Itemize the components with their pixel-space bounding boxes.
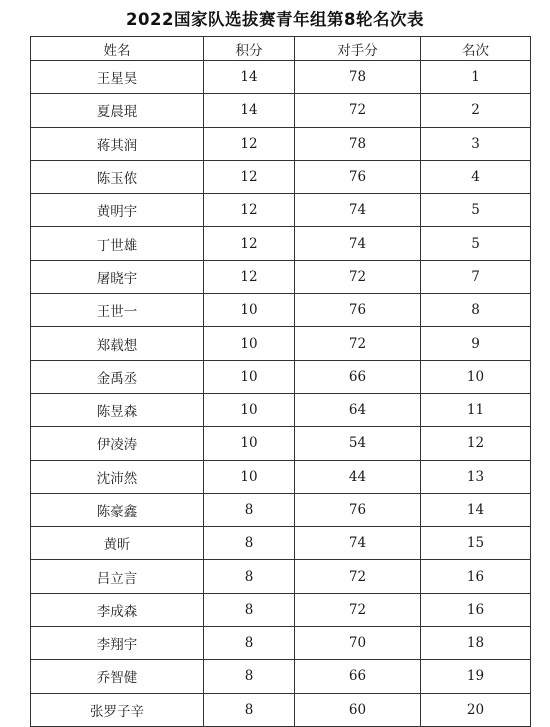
- table-row: [31, 360, 531, 393]
- column-header-opponent-points: 对手分: [295, 37, 421, 61]
- points-cell: 8: [204, 560, 295, 593]
- table-row: [31, 327, 531, 360]
- points-cell: 12: [204, 160, 295, 193]
- table-row: [31, 260, 531, 293]
- table-row: [31, 427, 531, 460]
- points-cell: 10: [204, 427, 295, 460]
- rank-cell: 16: [421, 593, 531, 626]
- points-cell: 8: [204, 693, 295, 726]
- player-name-cell: 郑载想: [31, 327, 204, 360]
- opponent-points-cell: 76: [295, 294, 421, 327]
- points-cell: 14: [204, 61, 295, 94]
- points-cell: 14: [204, 94, 295, 127]
- points-cell: 8: [204, 593, 295, 626]
- opponent-points-cell: 54: [295, 427, 421, 460]
- opponent-points-cell: 72: [295, 327, 421, 360]
- points-cell: 8: [204, 493, 295, 526]
- player-name-cell: 李翔宇: [31, 627, 204, 660]
- rank-cell: 5: [421, 227, 531, 260]
- rank-cell: 15: [421, 527, 531, 560]
- rank-cell: 19: [421, 660, 531, 693]
- player-name-cell: 王世一: [31, 294, 204, 327]
- opponent-points-cell: 60: [295, 693, 421, 726]
- player-name-cell: 乔智健: [31, 660, 204, 693]
- rank-cell: 1: [421, 61, 531, 94]
- rank-cell: 11: [421, 393, 531, 426]
- player-name-cell: 黄明宇: [31, 194, 204, 227]
- document-title: 2022国家队选拔赛青年组第8轮名次表: [126, 10, 424, 29]
- table-row: [31, 493, 531, 526]
- points-cell: 10: [204, 360, 295, 393]
- table-row: [31, 194, 531, 227]
- rank-cell: 8: [421, 294, 531, 327]
- player-name-cell: 李成森: [31, 593, 204, 626]
- table-row: [31, 94, 531, 127]
- rank-cell: 20: [421, 693, 531, 726]
- opponent-points-cell: 72: [295, 260, 421, 293]
- opponent-points-cell: 74: [295, 227, 421, 260]
- points-cell: 12: [204, 127, 295, 160]
- opponent-points-cell: 72: [295, 94, 421, 127]
- rank-cell: 2: [421, 94, 531, 127]
- points-cell: 10: [204, 393, 295, 426]
- opponent-points-cell: 74: [295, 194, 421, 227]
- points-cell: 10: [204, 460, 295, 493]
- points-cell: 10: [204, 294, 295, 327]
- column-header-rank: 名次: [421, 37, 531, 61]
- table-row: [31, 160, 531, 193]
- opponent-points-cell: 72: [295, 593, 421, 626]
- table-body: [31, 61, 531, 727]
- opponent-points-cell: 64: [295, 393, 421, 426]
- points-cell: 12: [204, 227, 295, 260]
- opponent-points-cell: 66: [295, 360, 421, 393]
- player-name-cell: 王星昊: [31, 61, 204, 94]
- table-row: [31, 627, 531, 660]
- points-cell: 12: [204, 194, 295, 227]
- player-name-cell: 沈沛然: [31, 460, 204, 493]
- opponent-points-cell: 78: [295, 127, 421, 160]
- opponent-points-cell: 70: [295, 627, 421, 660]
- table-row: [31, 460, 531, 493]
- table-header-row: [31, 37, 531, 61]
- table-row: [31, 527, 531, 560]
- opponent-points-cell: 44: [295, 460, 421, 493]
- rank-cell: 13: [421, 460, 531, 493]
- opponent-points-cell: 66: [295, 660, 421, 693]
- player-name-cell: 陈昱森: [31, 393, 204, 426]
- opponent-points-cell: 74: [295, 527, 421, 560]
- rank-cell: 18: [421, 627, 531, 660]
- opponent-points-cell: 76: [295, 493, 421, 526]
- rank-cell: 9: [421, 327, 531, 360]
- table-row: [31, 393, 531, 426]
- points-cell: 8: [204, 527, 295, 560]
- table-row: [31, 593, 531, 626]
- opponent-points-cell: 76: [295, 160, 421, 193]
- rank-cell: 7: [421, 260, 531, 293]
- column-header-points: 积分: [204, 37, 295, 61]
- standings-table: [30, 36, 531, 727]
- table-row: [31, 560, 531, 593]
- player-name-cell: 吕立言: [31, 560, 204, 593]
- opponent-points-cell: 78: [295, 61, 421, 94]
- player-name-cell: 陈豪鑫: [31, 493, 204, 526]
- player-name-cell: 丁世雄: [31, 227, 204, 260]
- opponent-points-cell: 72: [295, 560, 421, 593]
- rank-cell: 5: [421, 194, 531, 227]
- rank-cell: 4: [421, 160, 531, 193]
- column-header-name: 姓名: [31, 37, 204, 61]
- table-row: [31, 660, 531, 693]
- rank-cell: 16: [421, 560, 531, 593]
- player-name-cell: 黄昕: [31, 527, 204, 560]
- player-name-cell: 伊凌涛: [31, 427, 204, 460]
- rank-cell: 12: [421, 427, 531, 460]
- player-name-cell: 金禹丞: [31, 360, 204, 393]
- rank-cell: 3: [421, 127, 531, 160]
- player-name-cell: 张罗子辛: [31, 693, 204, 726]
- rank-cell: 14: [421, 493, 531, 526]
- points-cell: 10: [204, 327, 295, 360]
- player-name-cell: 夏晨琨: [31, 94, 204, 127]
- player-name-cell: 陈玉侬: [31, 160, 204, 193]
- points-cell: 8: [204, 660, 295, 693]
- table-row: [31, 127, 531, 160]
- table-row: [31, 61, 531, 94]
- table-row: [31, 294, 531, 327]
- player-name-cell: 蒋其润: [31, 127, 204, 160]
- table-row: [31, 693, 531, 726]
- points-cell: 12: [204, 260, 295, 293]
- player-name-cell: 屠晓宇: [31, 260, 204, 293]
- table-row: [31, 227, 531, 260]
- points-cell: 8: [204, 627, 295, 660]
- rank-cell: 10: [421, 360, 531, 393]
